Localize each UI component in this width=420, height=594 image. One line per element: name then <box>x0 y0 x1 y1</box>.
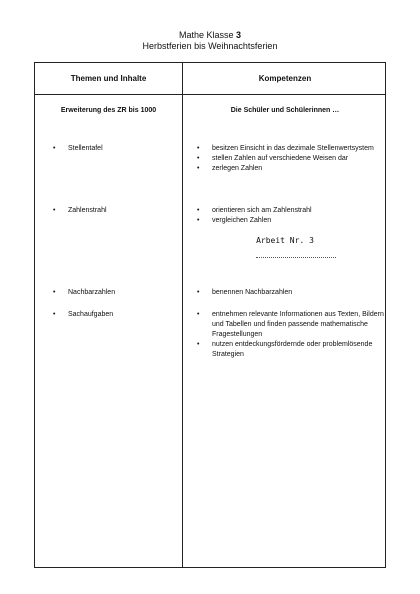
list-item: • benennen Nachbarzahlen <box>197 289 293 296</box>
competency-list-number-line <box>197 206 385 226</box>
bullet-icon: • <box>53 289 56 296</box>
bullet-icon: • <box>53 207 56 214</box>
bullet-icon: • <box>197 289 200 296</box>
topic-item: • Sachaufgaben <box>53 311 114 318</box>
list-item: • entnehmen relevante Informationen aus Texten, Bildern und Tabellen und finden passende mathematische Fragestellungen <box>197 311 384 338</box>
topics-subheader: Erweiterung des ZR bis 1000 <box>60 107 157 114</box>
competency-list-neighbor-numbers <box>197 288 385 298</box>
competency-list-word-problems <box>197 310 385 360</box>
topic-item: • Nachbarzahlen <box>53 289 116 296</box>
annotation-underline <box>256 257 336 258</box>
column-divider <box>182 63 183 567</box>
competency-list-place-value <box>197 144 385 174</box>
bullet-icon: • <box>197 207 200 214</box>
document-subtitle: Herbstferien bis Weihnachtsferien <box>142 41 278 51</box>
topic-item: • Stellentafel <box>53 145 103 152</box>
header-row-divider <box>35 94 385 95</box>
test-annotation: Arbeit Nr. 3 <box>256 236 314 245</box>
bullet-icon: • <box>197 145 200 152</box>
bullet-icon: • <box>197 165 200 172</box>
bullet-icon: • <box>197 217 200 224</box>
list-item: • zerlegen Zahlen <box>197 165 263 172</box>
bullet-icon: • <box>53 145 56 152</box>
topic-item: • Zahlenstrahl <box>53 207 107 214</box>
column-header-competencies: Kompetenzen <box>258 74 312 83</box>
bullet-icon: • <box>197 311 200 318</box>
curriculum-table <box>34 62 386 568</box>
bullet-icon: • <box>197 155 200 162</box>
document-header <box>0 30 420 52</box>
column-header-topics: Themen und Inhalte <box>70 74 147 83</box>
list-item: • stellen Zahlen auf verschiedene Weisen dar <box>197 155 349 162</box>
list-item: • orientieren sich am Zahlenstrahl <box>197 207 312 214</box>
competencies-subheader: Die Schüler und Schülerinnen … <box>230 107 340 114</box>
bullet-icon: • <box>197 341 200 348</box>
document-title: Mathe Klasse 3 <box>178 30 242 40</box>
list-item: • nutzen entdeckungsfördernde oder problemlösende Strategien <box>197 341 373 358</box>
list-item: • besitzen Einsicht in das dezimale Stellenwertsystem <box>197 145 374 152</box>
bullet-icon: • <box>53 311 56 318</box>
class-number: 3 <box>236 30 242 40</box>
list-item: • vergleichen Zahlen <box>197 217 272 224</box>
